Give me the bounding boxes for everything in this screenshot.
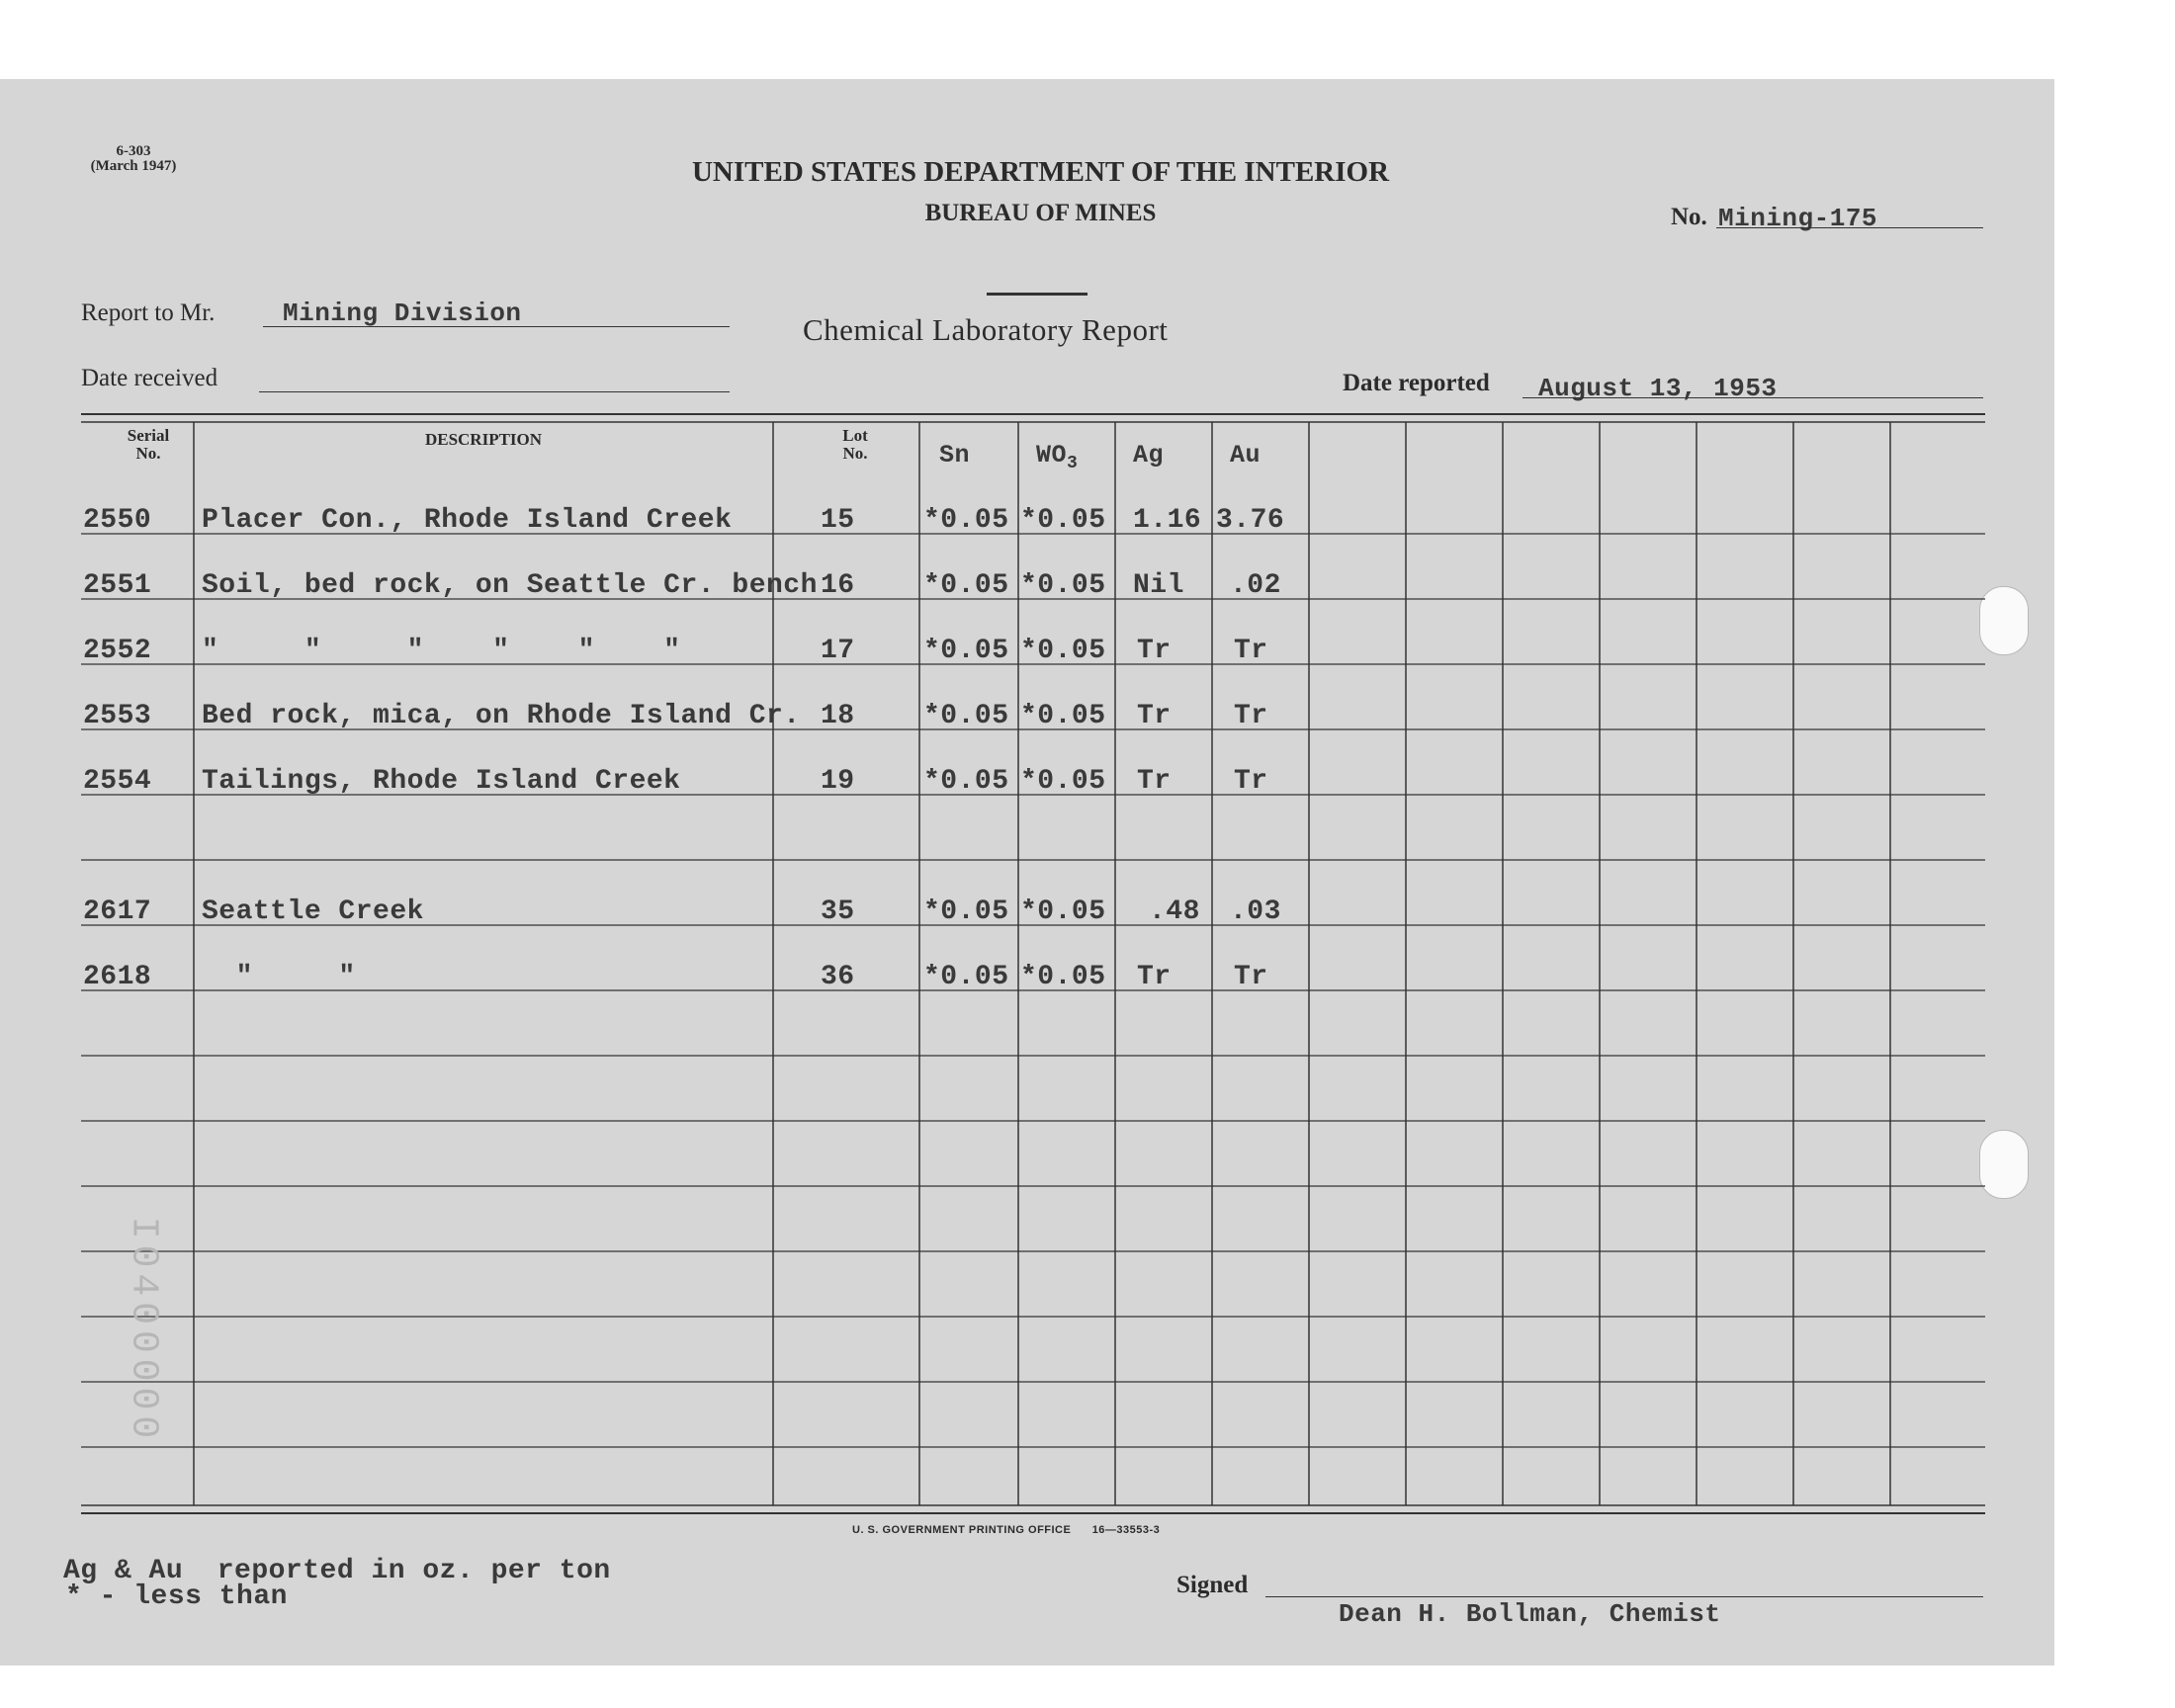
cell-au: .02 bbox=[1230, 570, 1281, 601]
header-au: Au bbox=[1230, 441, 1262, 470]
cell-sn: *0.05 bbox=[923, 766, 1009, 797]
printing-office-name: U. S. GOVERNMENT PRINTING OFFICE bbox=[852, 1524, 1072, 1536]
cell-lot: 17 bbox=[821, 636, 855, 666]
cell-wo3: *0.05 bbox=[1020, 570, 1106, 601]
cell-description: Placer Con., Rhode Island Creek bbox=[202, 505, 733, 536]
cell-ag: Tr bbox=[1137, 766, 1172, 797]
report-number-value: Mining-175 bbox=[1718, 204, 1878, 233]
cell-wo3: *0.05 bbox=[1020, 897, 1106, 927]
date-reported-value: August 13, 1953 bbox=[1538, 374, 1778, 403]
cell-wo3: *0.05 bbox=[1020, 766, 1106, 797]
cell-description: Soil, bed rock, on Seattle Cr. bench bbox=[202, 570, 818, 601]
header-wo3 bbox=[1036, 441, 1078, 473]
cell-au: 3.76 bbox=[1216, 505, 1285, 536]
cell-serial: 2618 bbox=[83, 962, 152, 992]
cell-description: " " " " " " bbox=[202, 636, 681, 666]
cell-lot: 36 bbox=[821, 962, 855, 992]
cell-lot: 18 bbox=[821, 701, 855, 731]
header-serial-no bbox=[109, 427, 188, 463]
cell-wo3: *0.05 bbox=[1020, 505, 1106, 536]
cell-serial: 2617 bbox=[83, 897, 152, 927]
cell-lot: 19 bbox=[821, 766, 855, 797]
cell-au: Tr bbox=[1234, 636, 1268, 666]
cell-serial: 2551 bbox=[83, 570, 152, 601]
header-sn: Sn bbox=[939, 441, 971, 470]
report-title: Chemical Laboratory Report bbox=[803, 312, 1169, 347]
cell-serial: 2552 bbox=[83, 636, 152, 666]
bureau-title: BUREAU OF MINES bbox=[924, 200, 1157, 226]
footnote-less-than: * - less than bbox=[65, 1581, 288, 1612]
cell-wo3: *0.05 bbox=[1020, 701, 1106, 731]
cell-sn: *0.05 bbox=[923, 570, 1009, 601]
signed-line bbox=[1265, 1596, 1983, 1597]
cell-description: Seattle Creek bbox=[202, 897, 424, 927]
header-wo3-label: WO bbox=[1036, 441, 1068, 470]
cell-ag: Nil bbox=[1133, 570, 1184, 601]
header-description: DESCRIPTION bbox=[424, 430, 543, 449]
cell-au: .03 bbox=[1230, 897, 1281, 927]
header-serial-line2: No. bbox=[135, 444, 161, 463]
report-number-label: No. bbox=[1671, 204, 1707, 230]
header-lot-no bbox=[811, 427, 900, 463]
cell-sn: *0.05 bbox=[923, 505, 1009, 536]
cell-lot: 16 bbox=[821, 570, 855, 601]
header-wo3-subscript: 3 bbox=[1067, 454, 1079, 473]
cell-description: Tailings, Rhode Island Creek bbox=[202, 766, 681, 797]
cell-ag: .48 bbox=[1149, 897, 1200, 927]
cell-serial: 2553 bbox=[83, 701, 152, 731]
header-lot-line2: No. bbox=[842, 444, 868, 463]
cell-description: " " bbox=[202, 962, 356, 992]
footnote-units: Ag & Au reported in oz. per ton bbox=[63, 1556, 611, 1586]
cell-au: Tr bbox=[1234, 701, 1268, 731]
cell-lot: 15 bbox=[821, 505, 855, 536]
print-code: 16—33553-3 bbox=[1091, 1524, 1161, 1536]
cell-serial: 2554 bbox=[83, 766, 152, 797]
date-reported-label: Date reported bbox=[1343, 370, 1490, 396]
form-number: 6-303 bbox=[116, 143, 151, 159]
stamp-number: I0400000 bbox=[122, 1216, 165, 1445]
printing-office bbox=[852, 1524, 1160, 1536]
form-date: (March 1947) bbox=[90, 158, 177, 174]
report-to-label: Report to Mr. bbox=[81, 299, 216, 326]
cell-description: Bed rock, mica, on Rhode Island Cr. bbox=[202, 701, 801, 731]
cell-lot: 35 bbox=[821, 897, 855, 927]
date-received-label: Date received bbox=[81, 365, 218, 391]
cell-wo3: *0.05 bbox=[1020, 962, 1106, 992]
cell-sn: *0.05 bbox=[923, 636, 1009, 666]
cell-wo3: *0.05 bbox=[1020, 636, 1106, 666]
cell-ag: Tr bbox=[1137, 636, 1172, 666]
header-serial-line1: Serial bbox=[127, 426, 170, 445]
cell-ag: Tr bbox=[1137, 962, 1172, 992]
signed-value: Dean H. Bollman, Chemist bbox=[1339, 1599, 1721, 1629]
header-lot-line1: Lot bbox=[842, 426, 868, 445]
cell-au: Tr bbox=[1234, 962, 1268, 992]
cell-ag: Tr bbox=[1137, 701, 1172, 731]
cell-sn: *0.05 bbox=[923, 962, 1009, 992]
signed-label: Signed bbox=[1176, 1572, 1249, 1598]
report-to-value: Mining Division bbox=[283, 299, 522, 328]
cell-au: Tr bbox=[1234, 766, 1268, 797]
cell-sn: *0.05 bbox=[923, 897, 1009, 927]
department-title: UNITED STATES DEPARTMENT OF THE INTERIOR bbox=[691, 156, 1390, 188]
header-ag: Ag bbox=[1133, 441, 1165, 470]
cell-ag: 1.16 bbox=[1133, 505, 1202, 536]
cell-sn: *0.05 bbox=[923, 701, 1009, 731]
cell-serial: 2550 bbox=[83, 505, 152, 536]
